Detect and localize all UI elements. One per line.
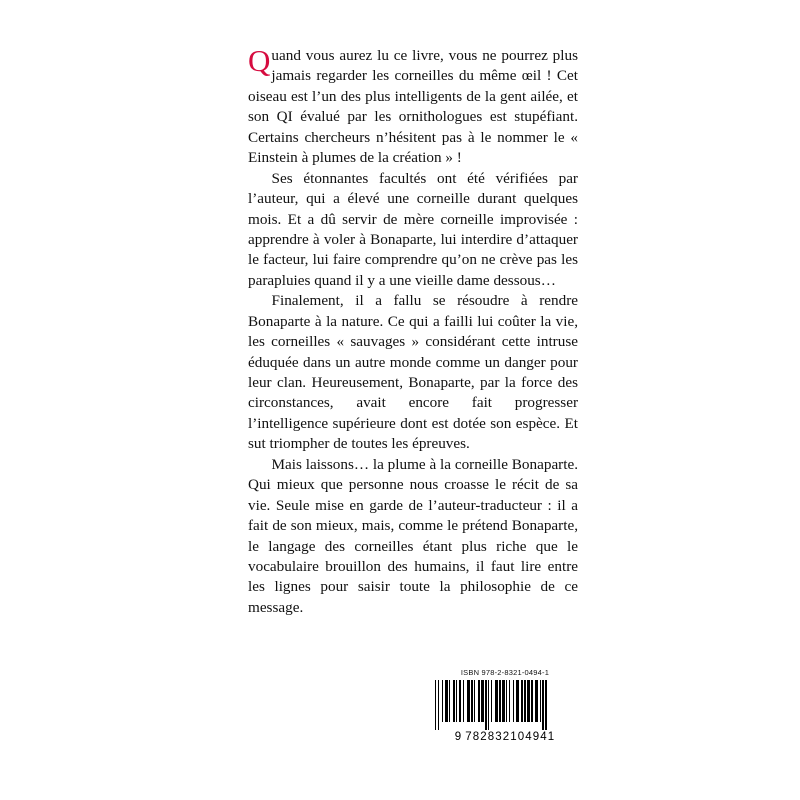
blurb-paragraph-4: Mais laissons… la plume à la corneille Bonaparte. Qui mieux que personne nous croasse le récit de sa vie. Seule mise en garde de l’auteur-traducteur : il a fait de son mieux, mais, comme le prétend Bonaparte, le langage des corneilles étant plus riche que le vocabulaire brouillon des humains, il faut lire entre les lignes pour saisir toute la philosophie de ce message. <box>248 455 578 616</box>
isbn-barcode-area <box>435 668 575 743</box>
drop-capital: Q <box>248 43 271 78</box>
blurb-paragraph-1 <box>248 43 578 169</box>
blurb-paragraph-2: Ses étonnantes facultés ont été vérifiées par l’auteur, qui a élevé une corneille durant quelques mois. Et a dû servir de mère corneille improvisée : apprendre à voler à Bonaparte, lui interdire d’attaquer le facteur, lui faire comprendre qu’on ne crève pas les parapluies quand il y a une vieille dame dessous… <box>248 169 578 289</box>
blurb-paragraph-1-text: uand vous aurez lu ce livre, vous ne pourrez plus jamais regarder les corneilles du même œil ! Cet oiseau est l’un des plus intelligents de la gent ailée, et son QI évalué par les ornithologues est stupéfiant. Certains chercheurs n’hésitent pas à le nommer le « Einstein à plumes de la création » ! <box>248 47 578 167</box>
cover-panel <box>238 0 582 800</box>
barcode-main-digits: 782832104941 <box>465 731 556 743</box>
barcode-graphic <box>435 680 575 730</box>
blurb-text-block <box>248 43 578 618</box>
barcode-bars <box>435 680 575 730</box>
isbn-label: ISBN 978-2-8321-0494-1 <box>460 668 550 677</box>
barcode-digits <box>435 731 575 743</box>
blurb-paragraph-3: Finalement, il a fallu se résoudre à rendre Bonaparte à la nature. Ce qui a failli lui coûter la vie, les corneilles « sauvages » considérant cette intruse éduquée dans un autre monde comme un danger pour leur clan. Heureusement, Bonaparte, par la force des circonstances, avait encore fait progresser l’intelligence supérieure dont est dotée son espèce. Et sut triompher de toutes les épreuves. <box>248 292 578 453</box>
barcode-lead-digit: 9 <box>454 731 463 743</box>
